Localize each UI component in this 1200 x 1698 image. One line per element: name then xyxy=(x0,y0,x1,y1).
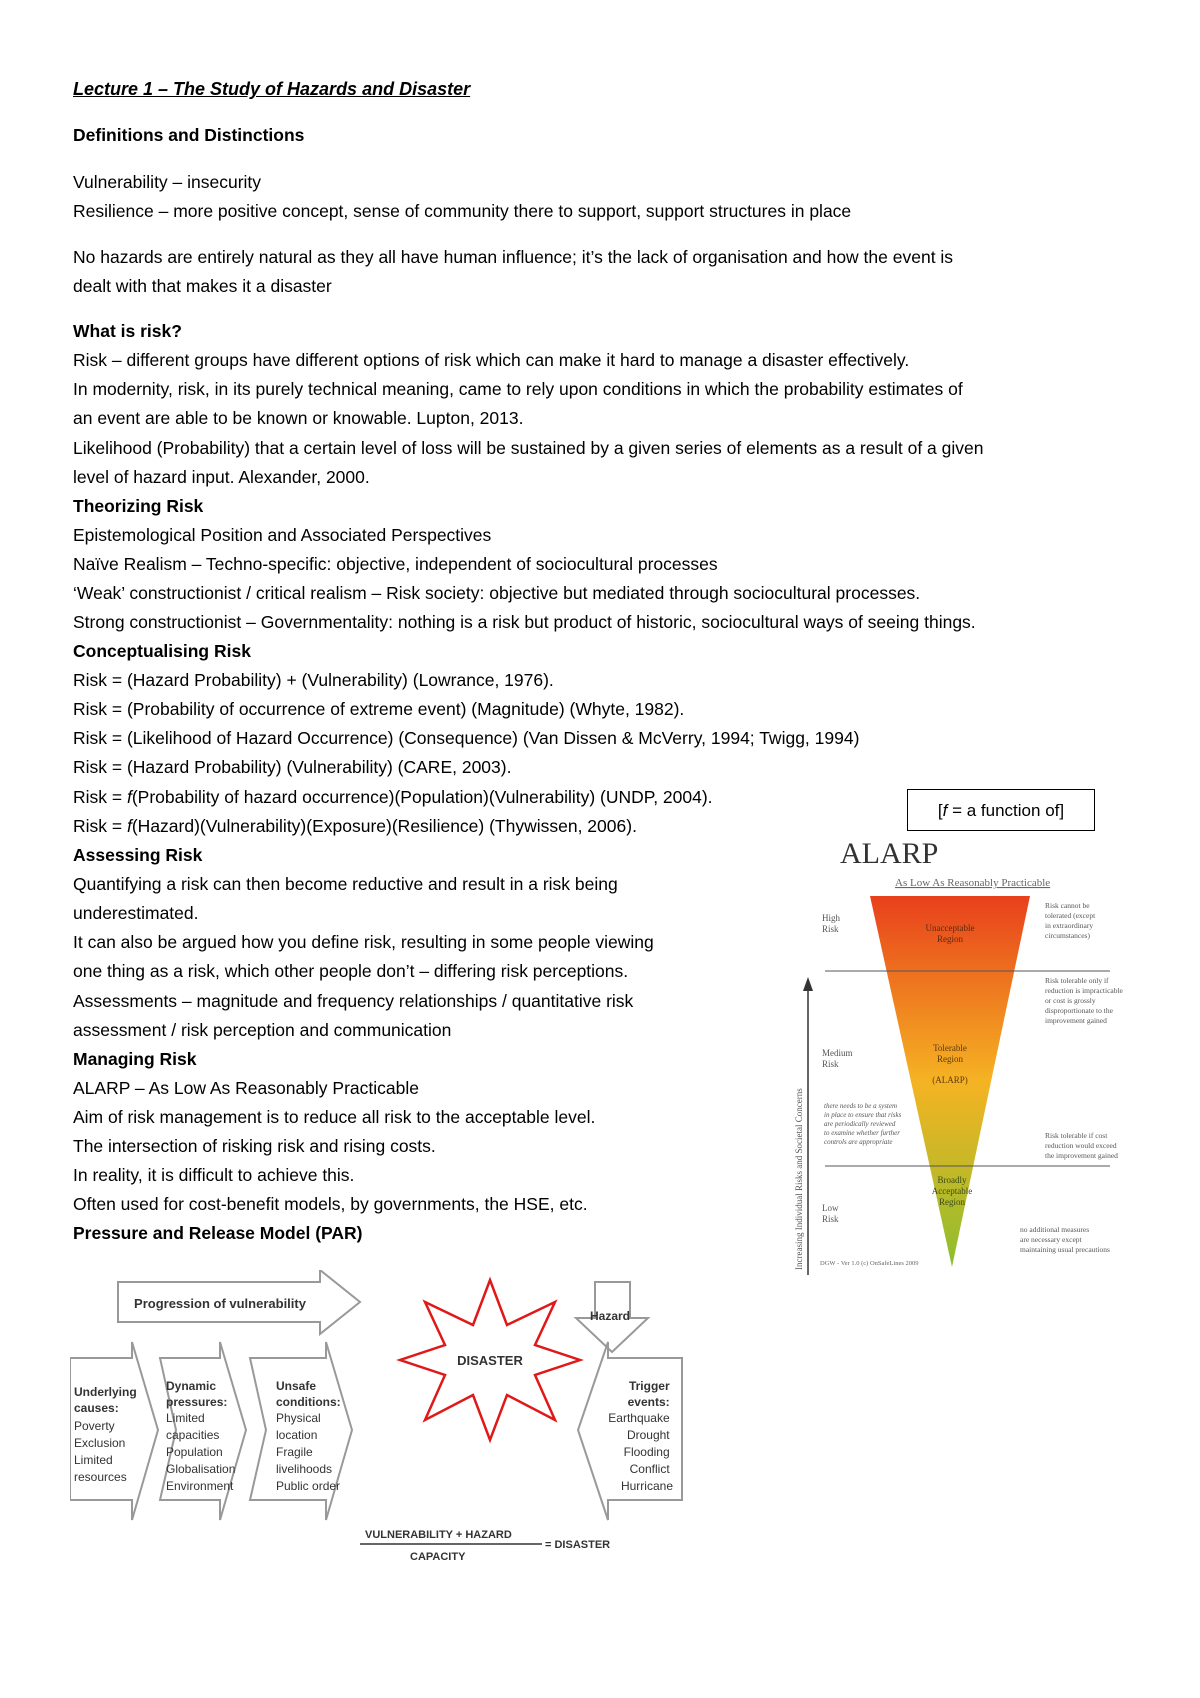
paragraph-line: It can also be argued how you define risk, resulting in some people viewing xyxy=(73,932,654,952)
system-note: there needs to be a system in place to ensure that risks are periodically reviewed to examine whether further controls are appropriate xyxy=(824,1102,902,1146)
axis-arrowhead-icon xyxy=(803,977,813,991)
formula-prefix: Risk = xyxy=(73,816,127,836)
paragraph-line: one thing as a risk, which other people don’t – differing risk perceptions. xyxy=(73,961,629,981)
right-note-unacceptable: Risk cannot be tolerated (except in extraordinary circumstances) xyxy=(1045,901,1096,940)
paragraph-line: Epistemological Position and Associated Perspectives xyxy=(73,525,492,545)
paragraph-line: Risk = (Likelihood of Hazard Occurrence) (Consequence) (Van Dissen & McVerry, 1994; Twigg, 1994) xyxy=(73,728,860,748)
formula-body: (Probability of hazard occurrence)(Population)(Vulnerability) (UNDP, 2004). xyxy=(131,787,713,807)
progression-label: Progression of vulnerability xyxy=(134,1296,306,1311)
paragraph-line: underestimated. xyxy=(73,903,199,923)
tolerable-region-label: Tolerable Region (ALARP) xyxy=(932,1043,968,1085)
alarp-title: ALARP xyxy=(840,837,939,870)
section-heading-theorizing: Theorizing Risk xyxy=(73,496,204,516)
hazard-label: Hazard xyxy=(589,1309,630,1323)
paragraph-line xyxy=(73,786,713,808)
paragraph-line: Resilience – more positive concept, sense of community there to support, support structures in place xyxy=(73,201,852,221)
unsafe-conditions-text: Unsafe conditions: Physical location Fragile livelihoods Public order xyxy=(276,1379,341,1493)
dynamic-pressures-text: Dynamic pressures: Limited capacities Population Globalisation Environment xyxy=(166,1379,236,1493)
paragraph-line: dealt with that makes it a disaster xyxy=(73,276,332,296)
high-risk-label: High Risk xyxy=(822,913,840,934)
section-heading-definitions: Definitions and Distinctions xyxy=(73,125,305,145)
underlying-causes-text: Underlying causes: Poverty Exclusion Limited resources xyxy=(74,1385,137,1484)
paragraph-line: Vulnerability – insecurity xyxy=(73,172,262,192)
right-note-cost: Risk tolerable if cost reduction would exceed the improvement gained xyxy=(1045,1131,1118,1160)
formula-numerator: VULNERABILITY + HAZARD xyxy=(365,1529,512,1541)
paragraph-line xyxy=(73,815,637,837)
paragraph-line: Risk = (Hazard Probability) (Vulnerability) (CARE, 2003). xyxy=(73,757,512,777)
par-model-diagram xyxy=(70,1270,690,1610)
paragraph-line: Risk = (Hazard Probability) + (Vulnerability) (Lowrance, 1976). xyxy=(73,670,554,690)
formula-result: = DISASTER xyxy=(545,1539,611,1551)
paragraph-line: ‘Weak’ constructionist / critical realism – Risk society: objective but mediated through sociocultural processes. xyxy=(73,583,921,603)
section-heading-assessing: Assessing Risk xyxy=(73,845,203,865)
section-heading-par: Pressure and Release Model (PAR) xyxy=(73,1223,363,1243)
paragraph-line: an event are able to be known or knowable. Lupton, 2013. xyxy=(73,408,524,428)
paragraph-line: Aim of risk management is to reduce all risk to the acceptable level. xyxy=(73,1107,596,1127)
function-symbol: f xyxy=(942,801,948,820)
medium-risk-label: Medium Risk xyxy=(822,1048,853,1069)
paragraph-line: Assessments – magnitude and frequency relationships / quantitative risk xyxy=(73,991,634,1011)
right-note-broadly: no additional measures are necessary except maintaining usual precautions xyxy=(1020,1225,1110,1254)
trigger-events-text: Trigger events: Earthquake Drought Flooding Conflict Hurricane xyxy=(608,1379,673,1493)
paragraph-line: No hazards are entirely natural as they all have human influence; it’s the lack of organisation and how the event is xyxy=(73,247,954,267)
alarp-subtitle: As Low As Reasonably Practicable xyxy=(895,877,1051,889)
paragraph-line: Risk = (Probability of occurrence of extreme event) (Magnitude) (Whyte, 1982). xyxy=(73,699,685,719)
alarp-footer: DGW - Ver 1.0 (c) OnSafeLines 2009 xyxy=(820,1260,919,1267)
unacceptable-region-label: Unacceptable Region xyxy=(925,923,975,944)
function-note-box: [f = a function of] xyxy=(907,789,1095,831)
alarp-diagram xyxy=(780,835,1140,1275)
formula-body: (Hazard)(Vulnerability)(Exposure)(Resilience) (Thywissen, 2006). xyxy=(131,816,637,836)
paragraph-line: Naïve Realism – Techno-specific: objective, independent of sociocultural processes xyxy=(73,554,718,574)
section-heading-conceptualising: Conceptualising Risk xyxy=(73,641,251,661)
function-symbol: f xyxy=(126,787,132,807)
paragraph-line: Often used for cost-benefit models, by governments, the HSE, etc. xyxy=(73,1194,588,1214)
broadly-acceptable-label: Broadly Acceptable Region xyxy=(931,1175,973,1207)
paragraph-line: assessment / risk perception and communication xyxy=(73,1020,452,1040)
function-symbol: f xyxy=(126,816,132,836)
paragraph-line: Quantifying a risk can then become reductive and result in a risk being xyxy=(73,874,618,894)
axis-label: Increasing Individual Risks and Societal Concerns xyxy=(794,1088,804,1270)
paragraph-line: level of hazard input. Alexander, 2000. xyxy=(73,467,370,487)
section-heading-managing: Managing Risk xyxy=(73,1049,197,1069)
section-heading-risk: What is risk? xyxy=(73,321,182,341)
paragraph-line: Likelihood (Probability) that a certain level of loss will be sustained by a given series of elements as a result of a given xyxy=(73,438,984,458)
paragraph-line: In modernity, risk, in its purely technical meaning, came to rely upon conditions in which the probability estimates of xyxy=(73,379,963,399)
formula-prefix: Risk = xyxy=(73,787,127,807)
disaster-label: DISASTER xyxy=(457,1353,523,1368)
paragraph-line: Strong constructionist – Governmentality: nothing is a risk but product of historic, sociocultural ways of seeing things. xyxy=(73,612,976,632)
paragraph-line: Risk – different groups have different options of risk which can make it hard to manage a disaster effectively. xyxy=(73,350,910,370)
page-title: Lecture 1 – The Study of Hazards and Disaster xyxy=(73,79,471,99)
paragraph-line: The intersection of risking risk and rising costs. xyxy=(73,1136,436,1156)
paragraph-line: In reality, it is difficult to achieve this. xyxy=(73,1165,355,1185)
right-note-tolerable: Risk tolerable only if reduction is impracticable or cost is grossly disproportionate to the improvement gained xyxy=(1045,976,1123,1025)
low-risk-label: Low Risk xyxy=(822,1203,839,1224)
formula-denominator: CAPACITY xyxy=(410,1551,466,1563)
paragraph-line: ALARP – As Low As Reasonably Practicable xyxy=(73,1078,419,1098)
